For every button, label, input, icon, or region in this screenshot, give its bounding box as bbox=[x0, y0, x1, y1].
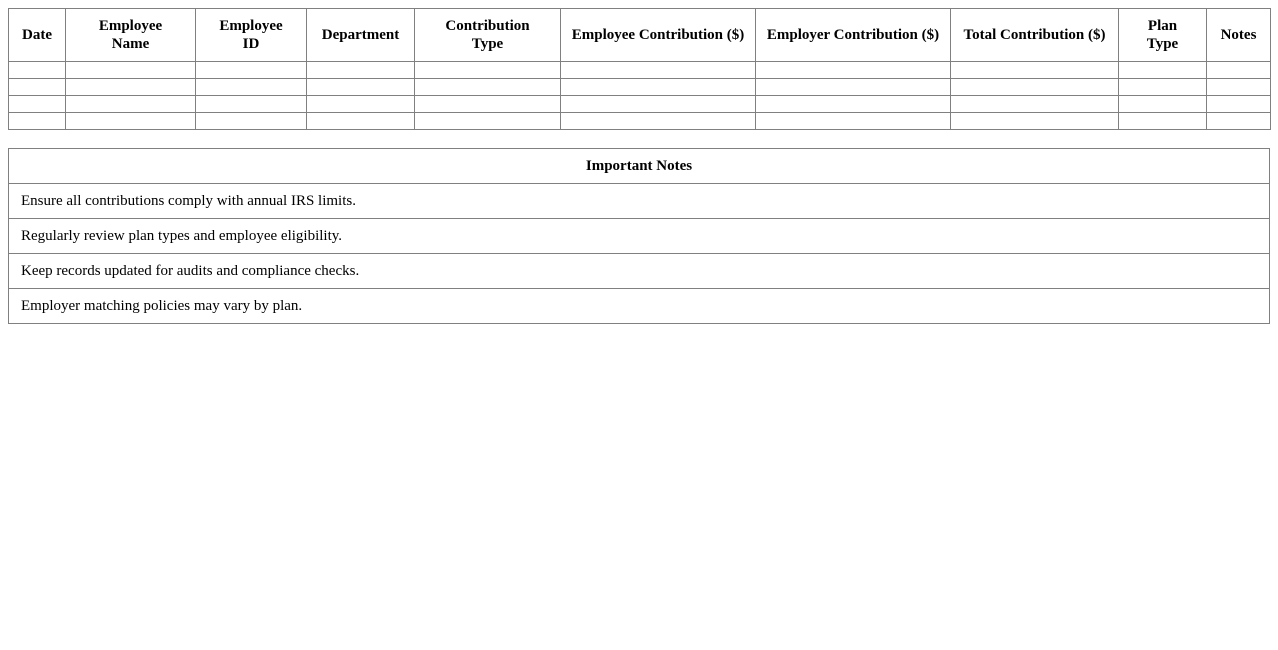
note-text: Regularly review plan types and employee eligibility. bbox=[9, 219, 1270, 254]
table-cell[interactable] bbox=[756, 96, 951, 113]
table-cell[interactable] bbox=[66, 96, 196, 113]
table-cell[interactable] bbox=[415, 96, 561, 113]
table-cell[interactable] bbox=[756, 79, 951, 96]
table-cell[interactable] bbox=[66, 113, 196, 130]
header-employer-contribution: Employer Contribution ($) bbox=[756, 9, 951, 62]
table-cell[interactable] bbox=[1119, 113, 1207, 130]
note-text: Ensure all contributions comply with annual IRS limits. bbox=[9, 184, 1270, 219]
table-cell[interactable] bbox=[66, 79, 196, 96]
table-cell[interactable] bbox=[196, 62, 307, 79]
contributions-table bbox=[8, 8, 1271, 130]
table-row bbox=[9, 79, 1271, 96]
important-notes-table bbox=[8, 148, 1270, 324]
list-item bbox=[9, 254, 1270, 289]
note-text: Employer matching policies may vary by plan. bbox=[9, 289, 1270, 324]
header-notes: Notes bbox=[1207, 9, 1271, 62]
header-employee-name: Employee Name bbox=[66, 9, 196, 62]
table-row bbox=[9, 113, 1271, 130]
table-row bbox=[9, 62, 1271, 79]
header-row bbox=[9, 9, 1271, 62]
table-cell[interactable] bbox=[756, 113, 951, 130]
table-cell[interactable] bbox=[415, 62, 561, 79]
header-department: Department bbox=[307, 9, 415, 62]
table-cell[interactable] bbox=[1119, 96, 1207, 113]
table-cell[interactable] bbox=[196, 113, 307, 130]
table-cell[interactable] bbox=[1119, 62, 1207, 79]
header-total-contribution: Total Contribution ($) bbox=[951, 9, 1119, 62]
table-cell[interactable] bbox=[561, 113, 756, 130]
notes-header-row bbox=[9, 149, 1270, 184]
list-item bbox=[9, 184, 1270, 219]
table-cell[interactable] bbox=[1207, 113, 1271, 130]
table-cell[interactable] bbox=[307, 62, 415, 79]
table-cell[interactable] bbox=[307, 79, 415, 96]
table-cell[interactable] bbox=[561, 96, 756, 113]
header-employee-contribution: Employee Contribution ($) bbox=[561, 9, 756, 62]
table-cell[interactable] bbox=[1119, 79, 1207, 96]
table-cell[interactable] bbox=[66, 62, 196, 79]
table-cell[interactable] bbox=[9, 79, 66, 96]
table-cell[interactable] bbox=[1207, 79, 1271, 96]
table-cell[interactable] bbox=[196, 79, 307, 96]
table-cell[interactable] bbox=[561, 62, 756, 79]
header-contribution-type: Contribution Type bbox=[415, 9, 561, 62]
table-cell[interactable] bbox=[196, 96, 307, 113]
table-cell[interactable] bbox=[415, 113, 561, 130]
table-cell[interactable] bbox=[415, 79, 561, 96]
table-cell[interactable] bbox=[561, 79, 756, 96]
table-cell[interactable] bbox=[756, 62, 951, 79]
list-item bbox=[9, 289, 1270, 324]
table-cell[interactable] bbox=[951, 62, 1119, 79]
table-cell[interactable] bbox=[951, 113, 1119, 130]
table-cell[interactable] bbox=[307, 113, 415, 130]
table-cell[interactable] bbox=[951, 79, 1119, 96]
table-cell[interactable] bbox=[1207, 96, 1271, 113]
table-cell[interactable] bbox=[9, 113, 66, 130]
header-employee-id: Employee ID bbox=[196, 9, 307, 62]
list-item bbox=[9, 219, 1270, 254]
note-text: Keep records updated for audits and compliance checks. bbox=[9, 254, 1270, 289]
header-date: Date bbox=[9, 9, 66, 62]
table-row bbox=[9, 96, 1271, 113]
table-cell[interactable] bbox=[951, 96, 1119, 113]
notes-title: Important Notes bbox=[9, 149, 1270, 184]
table-cell[interactable] bbox=[307, 96, 415, 113]
header-plan-type: Plan Type bbox=[1119, 9, 1207, 62]
table-cell[interactable] bbox=[9, 96, 66, 113]
table-cell[interactable] bbox=[9, 62, 66, 79]
table-cell[interactable] bbox=[1207, 62, 1271, 79]
